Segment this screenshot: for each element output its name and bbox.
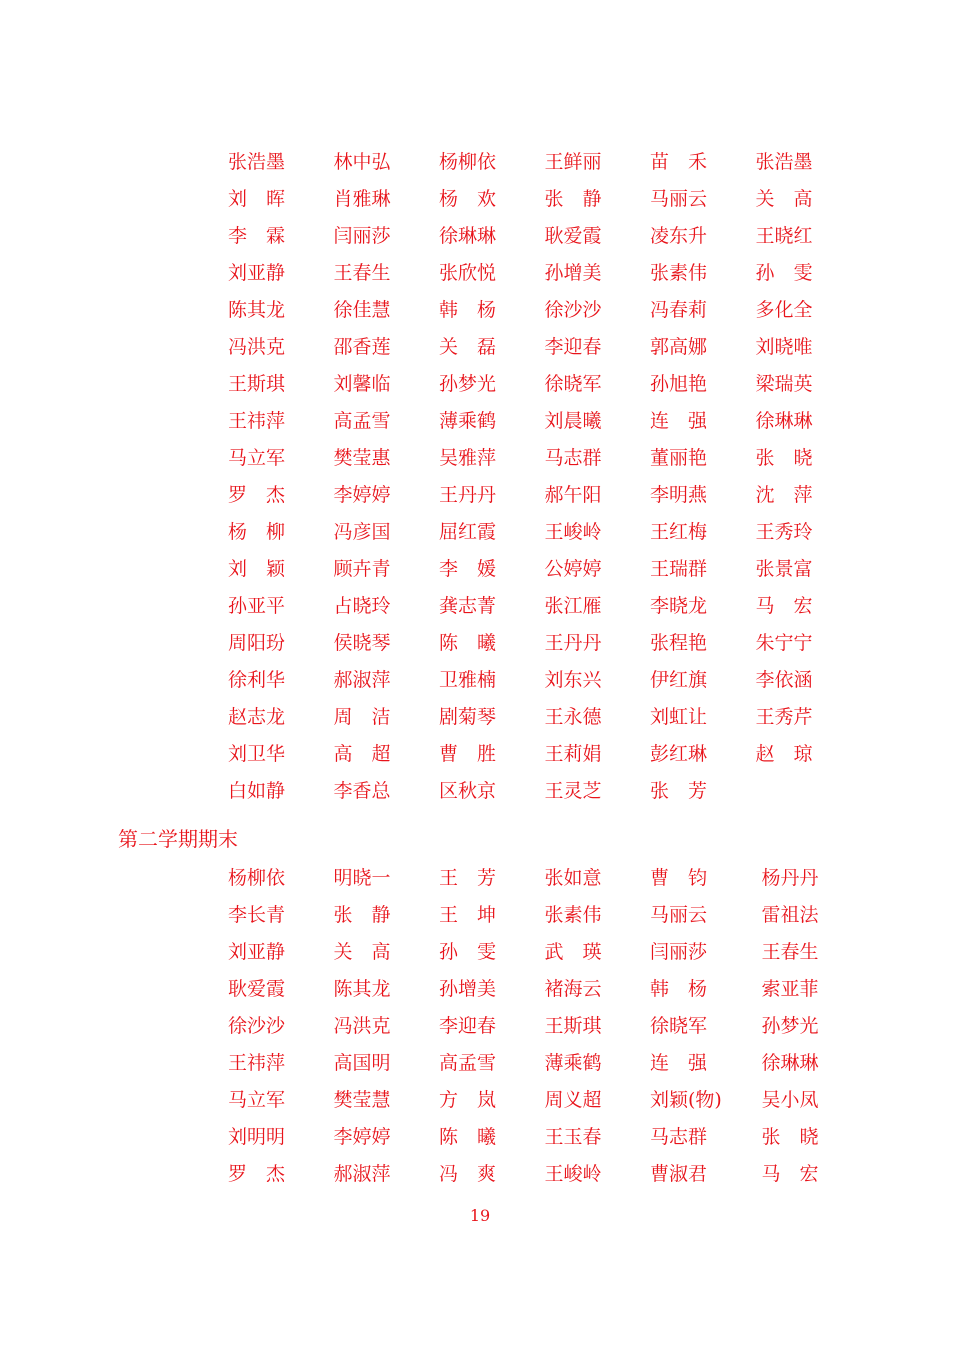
name-row [228, 181, 861, 218]
student-name: 冯彦国 [333, 521, 391, 543]
student-name: 朱宁宁 [755, 632, 813, 654]
student-name: 陈 曦 [439, 1126, 497, 1148]
student-name: 马 宏 [755, 595, 813, 617]
name-row [228, 551, 861, 588]
name-row [228, 144, 861, 181]
student-name: 闫丽莎 [650, 941, 708, 963]
student-name: 刘亚静 [228, 262, 286, 284]
name-row [228, 1045, 867, 1082]
student-name: 王晓红 [755, 225, 813, 247]
student-name: 李香总 [333, 780, 391, 802]
name-list-section-1 [228, 144, 861, 810]
student-name: 徐琳琳 [761, 1052, 819, 1074]
student-name: 徐晓军 [650, 1015, 708, 1037]
name-row [228, 662, 861, 699]
student-name: 徐琳琳 [439, 225, 497, 247]
student-name: 剧菊琴 [439, 706, 497, 728]
student-name: 王 芳 [439, 867, 497, 889]
student-name: 凌东升 [650, 225, 708, 247]
student-name: 刘亚静 [228, 941, 286, 963]
student-name: 罗 杰 [228, 484, 286, 506]
student-name: 侯晓琴 [333, 632, 391, 654]
student-name: 孙亚平 [228, 595, 286, 617]
student-name: 区秋京 [439, 780, 497, 802]
student-name: 张 晓 [761, 1126, 819, 1148]
name-row [228, 625, 861, 662]
student-name: 索亚菲 [761, 978, 819, 1000]
student-name: 林中弘 [333, 151, 391, 173]
name-row [228, 218, 861, 255]
student-name: 陈 曦 [439, 632, 497, 654]
name-row [228, 1156, 867, 1193]
student-name: 屈红霞 [439, 521, 497, 543]
student-name: 马丽云 [650, 904, 708, 926]
student-name: 刘虹让 [650, 706, 708, 728]
student-name: 张素伟 [544, 904, 602, 926]
name-row [228, 1119, 867, 1156]
student-name: 高孟雪 [333, 410, 391, 432]
student-name: 刘 颖 [228, 558, 286, 580]
student-name: 张 静 [544, 188, 602, 210]
name-row [228, 897, 867, 934]
student-name: 周阳玢 [228, 632, 286, 654]
student-name: 李晓龙 [650, 595, 708, 617]
student-name: 周 洁 [333, 706, 391, 728]
student-name: 徐晓军 [544, 373, 602, 395]
name-row [228, 403, 861, 440]
student-name: 孙旭艳 [650, 373, 708, 395]
student-name: 刘东兴 [544, 669, 602, 691]
student-name: 周义超 [544, 1089, 602, 1111]
student-name: 沈 萍 [755, 484, 813, 506]
student-name: 徐琳琳 [755, 410, 813, 432]
student-name: 王鲜丽 [544, 151, 602, 173]
student-name: 卫雅楠 [439, 669, 497, 691]
student-name: 苗 禾 [650, 151, 708, 173]
student-name: 杨柳依 [228, 867, 286, 889]
student-name: 方 岚 [439, 1089, 497, 1111]
student-name: 郝淑萍 [333, 1163, 391, 1185]
name-row [228, 1082, 867, 1119]
student-name: 李依涵 [755, 669, 813, 691]
student-name: 马 宏 [761, 1163, 819, 1185]
student-name: 王秀芹 [755, 706, 813, 728]
student-name: 冯 爽 [439, 1163, 497, 1185]
student-name: 王瑞群 [650, 558, 708, 580]
student-name: 孙增美 [439, 978, 497, 1000]
student-name: 孙梦光 [439, 373, 497, 395]
student-name: 孙梦光 [761, 1015, 819, 1037]
student-name: 关 高 [333, 941, 391, 963]
student-name: 张江雁 [544, 595, 602, 617]
student-name: 高国明 [333, 1052, 391, 1074]
name-row [228, 1008, 867, 1045]
name-row [228, 934, 867, 971]
student-name: 孙 雯 [439, 941, 497, 963]
student-name: 王峻岭 [544, 521, 602, 543]
student-name: 王玉春 [544, 1126, 602, 1148]
name-row [228, 255, 861, 292]
student-name: 曹 钧 [650, 867, 708, 889]
student-name: 薄乘鹤 [544, 1052, 602, 1074]
student-name: 雷祖法 [761, 904, 819, 926]
student-name: 王祎萍 [228, 1052, 286, 1074]
student-name: 刘卫华 [228, 743, 286, 765]
student-name: 马立军 [228, 447, 286, 469]
student-name: 耿爱霞 [544, 225, 602, 247]
student-name: 李迎春 [439, 1015, 497, 1037]
student-name: 关 高 [755, 188, 813, 210]
student-name: 王莉娟 [544, 743, 602, 765]
name-row [228, 860, 867, 897]
student-name: 王峻岭 [544, 1163, 602, 1185]
student-name: 褚海云 [544, 978, 602, 1000]
name-row [228, 477, 861, 514]
student-name: 张浩墨 [755, 151, 813, 173]
student-name: 张浩墨 [228, 151, 286, 173]
student-name: 王春生 [761, 941, 819, 963]
student-name: 刘馨临 [333, 373, 391, 395]
student-name: 杨 柳 [228, 521, 286, 543]
student-name: 王斯琪 [544, 1015, 602, 1037]
name-row [228, 292, 861, 329]
student-name: 刘 晖 [228, 188, 286, 210]
student-name: 王永德 [544, 706, 602, 728]
student-name: 韩 杨 [650, 978, 708, 1000]
student-name: 杨 欢 [439, 188, 497, 210]
student-name: 李婷婷 [333, 1126, 391, 1148]
student-name: 马丽云 [650, 188, 708, 210]
section-title: 第二学期期末 [118, 827, 238, 851]
student-name: 高 超 [333, 743, 391, 765]
student-name: 刘晓唯 [755, 336, 813, 358]
student-name: 罗 杰 [228, 1163, 286, 1185]
student-name: 马立军 [228, 1089, 286, 1111]
student-name: 赵 琼 [755, 743, 813, 765]
student-name: 王灵芝 [544, 780, 602, 802]
student-name: 彭红琳 [650, 743, 708, 765]
student-name: 马志群 [650, 1126, 708, 1148]
student-name: 多化全 [755, 299, 813, 321]
student-name: 樊莹惠 [333, 447, 391, 469]
student-name: 王红梅 [650, 521, 708, 543]
student-name: 李迎春 [544, 336, 602, 358]
student-name: 李 媛 [439, 558, 497, 580]
name-row [228, 329, 861, 366]
student-name: 占晓玲 [333, 595, 391, 617]
student-name: 吴雅萍 [439, 447, 497, 469]
student-name: 樊莹慧 [333, 1089, 391, 1111]
student-name: 张 静 [333, 904, 391, 926]
student-name: 龚志菁 [439, 595, 497, 617]
name-row [228, 366, 861, 403]
student-name: 张景富 [755, 558, 813, 580]
student-name: 徐沙沙 [544, 299, 602, 321]
name-row [228, 971, 867, 1008]
student-name: 闫丽莎 [333, 225, 391, 247]
student-name: 陈其龙 [228, 299, 286, 321]
student-name: 王春生 [333, 262, 391, 284]
student-name: 孙增美 [544, 262, 602, 284]
student-name: 明晓一 [333, 867, 391, 889]
student-name: 王祎萍 [228, 410, 286, 432]
student-name: 连 强 [650, 410, 708, 432]
student-name: 白如静 [228, 780, 286, 802]
student-name: 杨柳依 [439, 151, 497, 173]
student-name: 孙 雯 [755, 262, 813, 284]
student-name: 冯洪克 [228, 336, 286, 358]
student-name: 关 磊 [439, 336, 497, 358]
student-name: 冯洪克 [333, 1015, 391, 1037]
student-name: 李长青 [228, 904, 286, 926]
student-name: 郝午阳 [544, 484, 602, 506]
student-name: 张 晓 [755, 447, 813, 469]
student-name: 张程艳 [650, 632, 708, 654]
student-name: 徐佳慧 [333, 299, 391, 321]
student-name: 张如意 [544, 867, 602, 889]
student-name: 李婷婷 [333, 484, 391, 506]
student-name: 连 强 [650, 1052, 708, 1074]
student-name: 陈其龙 [333, 978, 391, 1000]
student-name: 曹淑君 [650, 1163, 708, 1185]
student-name: 郝淑萍 [333, 669, 391, 691]
student-name: 李明燕 [650, 484, 708, 506]
student-name: 刘颖(物) [650, 1089, 722, 1111]
student-name: 武 瑛 [544, 941, 602, 963]
student-name: 王丹丹 [544, 632, 602, 654]
student-name: 伊红旗 [650, 669, 708, 691]
student-name: 肖雅琳 [333, 188, 391, 210]
name-row [228, 514, 861, 551]
student-name: 耿爱霞 [228, 978, 286, 1000]
student-name: 王丹丹 [439, 484, 497, 506]
student-name: 刘明明 [228, 1126, 286, 1148]
student-name: 马志群 [544, 447, 602, 469]
name-row [228, 588, 861, 625]
student-name: 杨丹丹 [761, 867, 819, 889]
name-row [228, 773, 861, 810]
student-name: 曹 胜 [439, 743, 497, 765]
student-name: 高孟雪 [439, 1052, 497, 1074]
student-name: 吴小凤 [761, 1089, 819, 1111]
student-name: 郭高娜 [650, 336, 708, 358]
student-name: 邵香莲 [333, 336, 391, 358]
name-row [228, 699, 861, 736]
name-row [228, 440, 861, 477]
student-name: 王 坤 [439, 904, 497, 926]
student-name: 张素伟 [650, 262, 708, 284]
student-name: 张欣悦 [439, 262, 497, 284]
student-name: 李 霖 [228, 225, 286, 247]
student-name: 顾卉青 [333, 558, 391, 580]
student-name: 刘晨曦 [544, 410, 602, 432]
student-name: 冯春莉 [650, 299, 708, 321]
student-name: 薄乘鹤 [439, 410, 497, 432]
student-name: 公婷婷 [544, 558, 602, 580]
student-name: 徐沙沙 [228, 1015, 286, 1037]
student-name: 韩 杨 [439, 299, 497, 321]
student-name: 董丽艳 [650, 447, 708, 469]
student-name: 赵志龙 [228, 706, 286, 728]
name-row [228, 736, 861, 773]
student-name: 梁瑞英 [755, 373, 813, 395]
name-list-section-2 [228, 860, 867, 1193]
student-name: 徐利华 [228, 669, 286, 691]
page-number: 19 [469, 1206, 491, 1225]
student-name: 王斯琪 [228, 373, 286, 395]
student-name: 王秀玲 [755, 521, 813, 543]
student-name: 张 芳 [650, 780, 708, 802]
